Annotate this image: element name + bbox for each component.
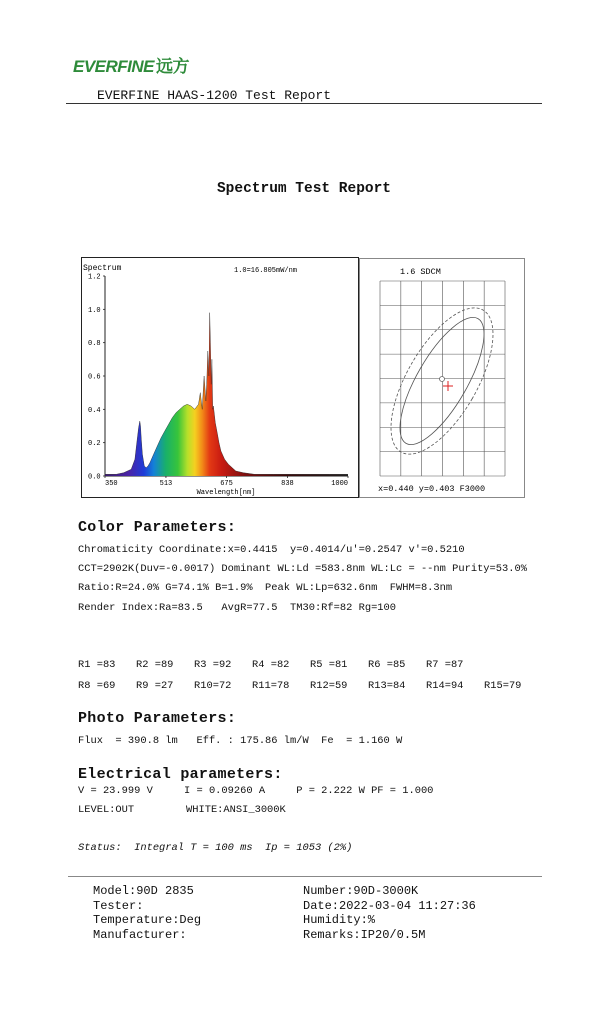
spectrum-chart-frame [81,257,359,498]
manufacturer-field: Manufacturer: [93,928,187,942]
spectrum-area [105,313,348,476]
r-value: R1 =83 [78,659,116,671]
r-value: R15=79 [484,680,522,692]
chromaticity-line: Chromaticity Coordinate:x=0.4415 y=0.4014/u'=0.2547 v'=0.5210 [78,544,465,556]
r-value: R8 =69 [78,680,116,692]
r-value: R4 =82 [252,659,290,671]
footer-divider [68,876,542,877]
page-title: Spectrum Test Report [216,181,392,197]
sdcm-chart-frame [359,258,525,498]
ratio-line: Ratio:R=24.0% G=74.1% B=1.9% Peak WL:Lp=632.6nm FWHM=8.3nm [78,582,453,594]
spectrum-chart [82,258,357,496]
sdcm-coordinates: x=0.440 y=0.403 F3000 [378,484,486,494]
r-value: R13=84 [368,680,406,692]
r-value: R14=94 [426,680,464,692]
white-value: WHITE:ANSI_3000K [186,804,286,816]
x-tick-group [105,476,348,488]
r-value: R7 =87 [426,659,464,671]
chart-title: Spectrum [83,264,122,273]
report-header: EVERFINE HAAS-1200 Test Report [97,88,332,103]
x-tick-label: 350 [105,480,118,488]
y-tick-label: 0.0 [88,473,101,482]
sdcm-chart [360,259,524,497]
tester-field: Tester: [93,899,144,913]
header-divider [66,103,542,104]
brand-chinese-name: 远方 [156,57,190,76]
r-value: R10=72 [194,680,232,692]
electrical-line: V = 23.999 V I = 0.09260 A P = 2.222 W PF = 1.000 [78,785,434,797]
level-value: LEVEL:OUT [78,804,135,816]
brand-name: EVERFINE [73,57,155,76]
r-value: R6 =85 [368,659,406,671]
everfine-logo [73,52,189,77]
sdcm-measured-point [443,381,453,391]
x-tick-label: 513 [159,480,173,488]
r-value: R3 =92 [194,659,232,671]
date-field: Date:2022-03-04 11:27:36 [303,899,476,913]
r-value: R2 =89 [136,659,174,671]
sdcm-title: 1.6 SDCM [400,267,441,277]
r-value: R9 =27 [136,680,174,692]
photo-parameters-title: Photo Parameters: [78,710,237,727]
sdcm-target-marker [440,377,445,382]
chart-annotation: 1.0=16.805mW/nm [234,267,298,275]
r-value: R5 =81 [310,659,348,671]
electrical-parameters-title: Electrical parameters: [78,766,283,783]
humidity-field: Humidity:% [303,913,376,927]
y-tick-label: 0.4 [88,406,101,415]
cct-line: CCT=2902K(Duv=-0.0017) Dominant WL:Ld =583.8nm WL:Lc = --nm Purity=53.0% [78,563,527,575]
model-field: Model:90D 2835 [93,884,194,898]
x-axis-label: Wavelength[nm] [196,489,256,496]
x-tick-label: 838 [281,480,294,488]
r-value: R12=59 [310,680,348,692]
remarks-field: Remarks:IP20/0.5M [303,928,426,942]
photo-line: Flux = 390.8 lm Eff. : 175.86 lm/W Fe = 1.160 W [78,735,403,747]
x-tick-label: 1000 [331,480,348,488]
status-line: Status: Integral T = 100 ms Ip = 1053 (2%) [78,842,353,854]
y-tick-label: 0.2 [88,440,101,449]
y-tick-label: 1.2 [88,273,101,282]
color-parameters-title: Color Parameters: [78,519,237,536]
r-value: R11=78 [252,680,290,692]
y-tick-group [88,274,105,482]
number-field: Number:90D-3000K [303,884,419,898]
y-tick-label: 0.6 [88,373,101,382]
x-tick-label: 675 [220,480,233,488]
temperature-field: Temperature:Deg [93,913,202,927]
render-index-line: Render Index:Ra=83.5 AvgR=77.5 TM30:Rf=82 Rg=100 [78,602,397,614]
y-tick-label: 1.0 [88,306,101,315]
y-tick-label: 0.8 [88,340,101,349]
